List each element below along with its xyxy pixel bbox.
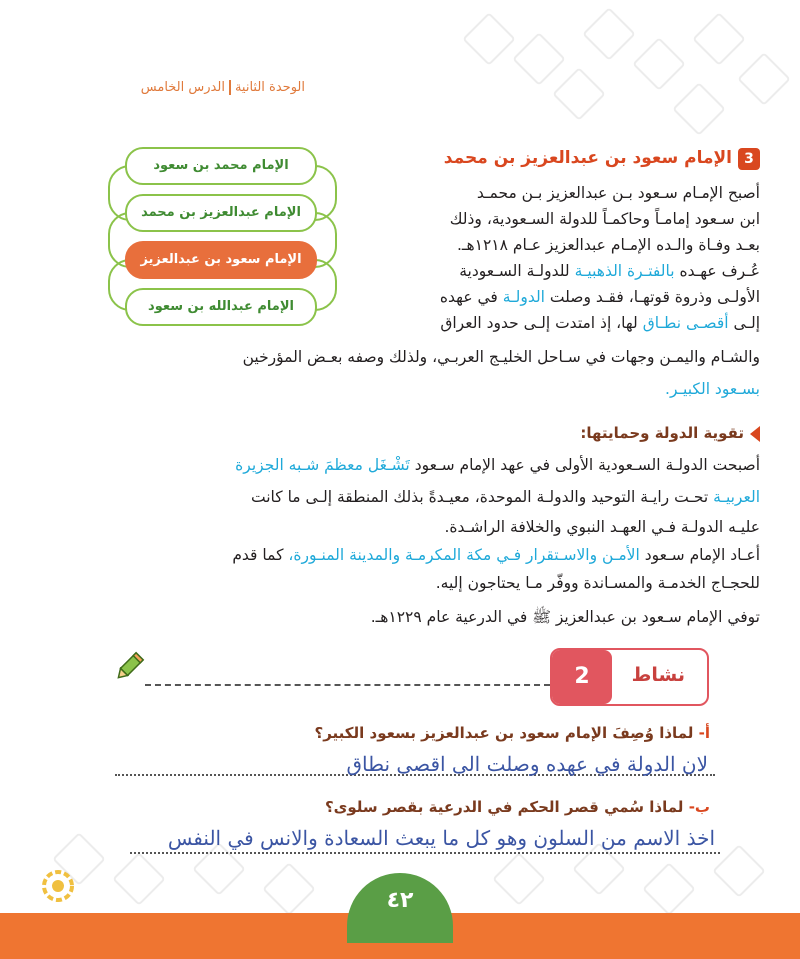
question: ب- لماذا سُمي قصر الحكم في الدرعية بقصر سلوى؟: [324, 798, 710, 816]
tree-node-current: الإمام سعود بن عبدالعزيز: [125, 241, 317, 279]
separator: [229, 80, 231, 95]
tree-node: الإمام محمد بن سعود: [125, 147, 317, 185]
answer-text[interactable]: اخذ الاسم من السلون وهو كل ما يبعث السعادة والانس في النفس: [167, 826, 715, 850]
intro-line: بسـعود الكبيـر.: [665, 380, 760, 398]
highlight: أقصـى نطـاق: [642, 314, 729, 332]
section-title-text: الإمام سعود بن عبدالعزيز بن محمد: [443, 148, 732, 168]
highlight: العربيـة: [713, 488, 760, 506]
highlight: تَشْـغَل معظمَ شـبه الجزيرة: [235, 456, 410, 474]
activity-badge: [550, 648, 709, 706]
intro-line: إلـى أقصـى نطـاق لها، إذ امتدت إلـى حدود العراق: [440, 314, 760, 332]
body-line: العربيـة تحـت رايـة التوحيد والدولـة الموحدة، معيـدةً بذلك المنطقة إلـى ما كانت: [251, 488, 760, 506]
intro-line: الأولـى وذروة قوتهـا، فقـد وصلت الدولـة في عهده: [439, 288, 760, 306]
page-number: ٤٢: [347, 873, 453, 943]
body-line: أصبحت الدولـة السـعودية الأولى في عهد الإمام سـعود تَشْـغَل معظمَ شـبه الجزيرة: [235, 456, 760, 474]
section-number: 3: [738, 148, 760, 170]
tree-node: الإمام عبدالله بن سعود: [125, 288, 317, 326]
subheading: تقوية الدولة وحمايتها:: [580, 424, 760, 442]
intro-line: والشـام واليمـن وجهات في سـاحل الخليـج العربـي، ولذلك وصفه بعـض المؤرخين: [242, 348, 760, 366]
intro-line: بعـد وفـاة والـده الإمـام عبدالعزيز عـام ١٢١٨هـ.: [457, 236, 760, 254]
publisher-logo-icon: [40, 868, 76, 908]
section-title: [444, 148, 760, 170]
tree-node: الإمام عبدالعزيز بن محمد: [125, 194, 317, 232]
answer-line: [130, 852, 720, 854]
lesson-label: الدرس الخامس: [140, 80, 225, 95]
body-line: توفي الإمام سـعود بن عبدالعزيز ﷺ في الدرعية عام ١٢٢٩هـ.: [370, 608, 760, 626]
unit-label: الوحدة الثانية: [234, 80, 305, 95]
pencil-icon: [112, 650, 146, 688]
intro-line: ابن سـعود إمامـاً وحاكمـاً للدولة السـعودية، وذلك: [449, 210, 760, 228]
body-line: للحجـاج الخدمـة والمسـاندة ووفّر مـا يحتاجون إليه.: [435, 574, 760, 592]
activity-number: 2: [552, 650, 612, 704]
intro-line: عُـرف عهـده بالفتـرة الذهبيـة للدولـة السـعودية: [459, 262, 760, 280]
triangle-icon: [750, 426, 760, 442]
answer-text[interactable]: لان الدولة في عهده وصلت الى اقصى نطاق: [346, 752, 708, 776]
activity-label: نشاط: [631, 664, 685, 686]
body-line: عليـه الدولـة فـي العهـد النبوي والخلافة الراشـدة.: [444, 518, 760, 536]
question: أ- لماذا وُصِفَ الإمام سعود بن عبدالعزيز بسعود الكبير؟: [314, 724, 710, 742]
intro-line: أصبح الإمـام سـعود بـن عبدالعزيز بـن محمـد: [476, 184, 760, 202]
highlight: الأمـن والاسـتقرار فـي مكة المكرمـة والمدينة المنـورة،: [288, 546, 640, 564]
highlight: الدولـة: [502, 288, 545, 306]
dashed-divider: [145, 684, 550, 686]
breadcrumb: [141, 80, 305, 95]
body-line: أعـاد الإمام سـعود الأمـن والاسـتقرار فـي مكة المكرمـة والمدينة المنـورة، كما قدم: [232, 546, 760, 564]
highlight: بالفتـرة الذهبيـة: [574, 262, 675, 280]
